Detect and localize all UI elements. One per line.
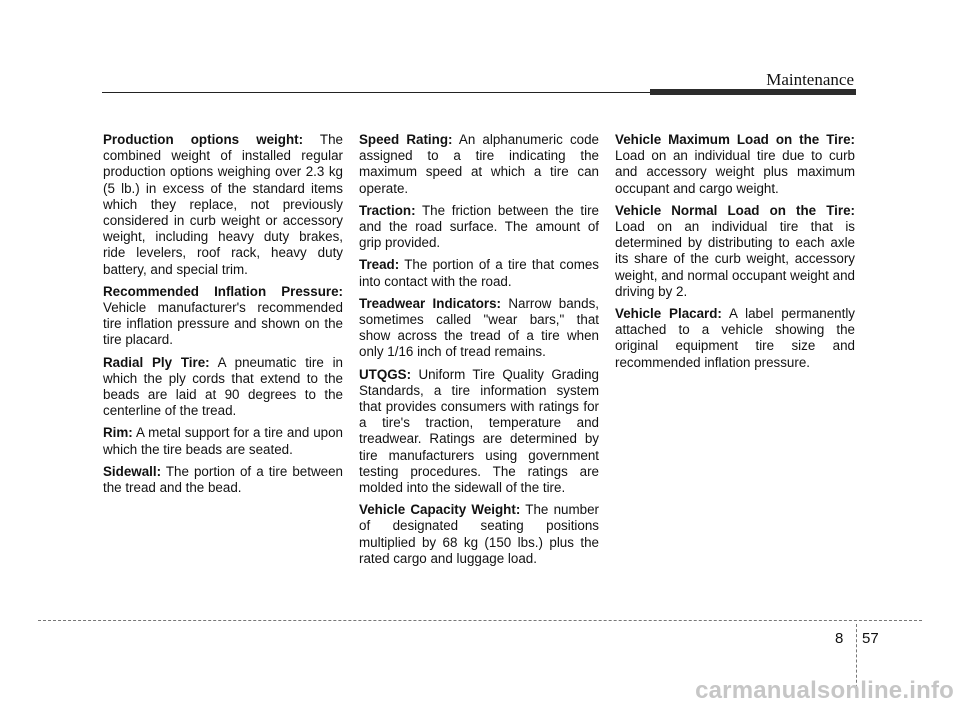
definition-term: Tread: bbox=[359, 257, 400, 273]
definition-text: Load on an individual tire that is determined by distributing to each axle its share of the curb weight, accessory weight, and normal occupant weight and driving by 2. bbox=[615, 219, 855, 299]
page-section-title: Maintenance bbox=[766, 70, 854, 89]
chapter-number: 8 bbox=[835, 630, 844, 647]
definition-text: Vehicle manufacturer's recommended tire inflation pressure and shown on the tire placard. bbox=[103, 300, 343, 348]
definition-entry bbox=[615, 306, 855, 371]
definition-entry bbox=[615, 132, 855, 197]
definition-text: The number of designated seating positions multiplied by 68 kg (150 lbs.) plus the rated cargo and luggage load. bbox=[359, 502, 599, 566]
definition-term: Treadwear Indicators: bbox=[359, 295, 502, 311]
definition-text: An alphanumeric code assigned to a tire indicating the maximum speed at which a tire can operate. bbox=[359, 132, 600, 196]
definition-text: A metal support for a tire and upon which the tire beads are seated. bbox=[103, 425, 344, 457]
definition-entry bbox=[103, 284, 343, 349]
definition-term: Sidewall: bbox=[103, 463, 162, 479]
definition-text: The combined weight of installed regular production options weighing over 2.3 kg (5 lb.) in excess of the standard items which they replace, not previously considered in curb weight or accessory weight, including heavy duty brakes, ride levelers, roof rack, heavy duty battery, and special trim. bbox=[103, 132, 343, 277]
definition-entry bbox=[359, 367, 599, 497]
definition-entry bbox=[103, 355, 343, 420]
definition-term: UTQGS: bbox=[359, 366, 412, 382]
header-bar bbox=[650, 89, 856, 95]
footer-rule bbox=[38, 620, 922, 621]
definition-term: Radial Ply Tire: bbox=[103, 354, 210, 370]
definition-entry bbox=[103, 464, 343, 496]
definition-entry bbox=[359, 296, 599, 361]
definition-text: Load on an individual tire due to curb and accessory weight plus maximum occupant and cargo weight. bbox=[615, 148, 855, 196]
definition-term: Vehicle Normal Load on the Tire: bbox=[615, 202, 855, 218]
definition-entry bbox=[615, 203, 855, 300]
definition-term: Vehicle Capacity Weight: bbox=[359, 502, 521, 518]
column-1 bbox=[103, 132, 343, 502]
column-2 bbox=[359, 132, 599, 573]
definition-term: Speed Rating: bbox=[359, 132, 453, 147]
watermark: carmanualsonline.info bbox=[695, 677, 954, 704]
definition-text: The portion of a tire that comes into contact with the road. bbox=[359, 257, 599, 289]
definition-entry bbox=[359, 132, 599, 197]
header-rule bbox=[102, 92, 650, 93]
page-number: 57 bbox=[862, 630, 879, 647]
definition-entry bbox=[359, 203, 599, 252]
definition-text: A pneumatic tire in which the ply cords that extend to the beads are laid at 90 degrees to the centerline of the tread. bbox=[103, 354, 343, 419]
definition-term: Traction: bbox=[359, 202, 416, 218]
definition-text: Uniform Tire Quality Grading Standards, a tire information system that provides consumers with ratings for a tire's traction, temperature and treadwear. Ratings are determined by tire manufacturers using government testing procedures. The ratings are molded into the sidewall of the tire. bbox=[359, 366, 599, 496]
definition-text: The portion of a tire between the tread and the bead. bbox=[103, 463, 343, 496]
definition-entry bbox=[359, 257, 599, 289]
definition-term: Recommended Inflation Pressure: bbox=[103, 283, 343, 299]
definition-text: The friction between the tire and the road surface. The amount of grip provided. bbox=[359, 202, 599, 251]
definition-text: A label permanently attached to a vehicle showing the original equipment tire size and recommended inflation pressure. bbox=[615, 306, 855, 370]
definition-term: Production options weight: bbox=[103, 132, 304, 147]
definition-entry bbox=[103, 132, 343, 278]
definition-term: Vehicle Maximum Load on the Tire: bbox=[615, 132, 855, 147]
definition-term: Rim: bbox=[103, 425, 133, 441]
definition-entry bbox=[103, 425, 343, 457]
definition-text: Narrow bands, sometimes called "wear bars," that show across the tread of a tire when only 1/16 inch of tread remains. bbox=[359, 295, 599, 360]
definition-entry bbox=[359, 502, 599, 567]
column-3 bbox=[615, 132, 855, 377]
definition-term: Vehicle Placard: bbox=[615, 306, 722, 322]
